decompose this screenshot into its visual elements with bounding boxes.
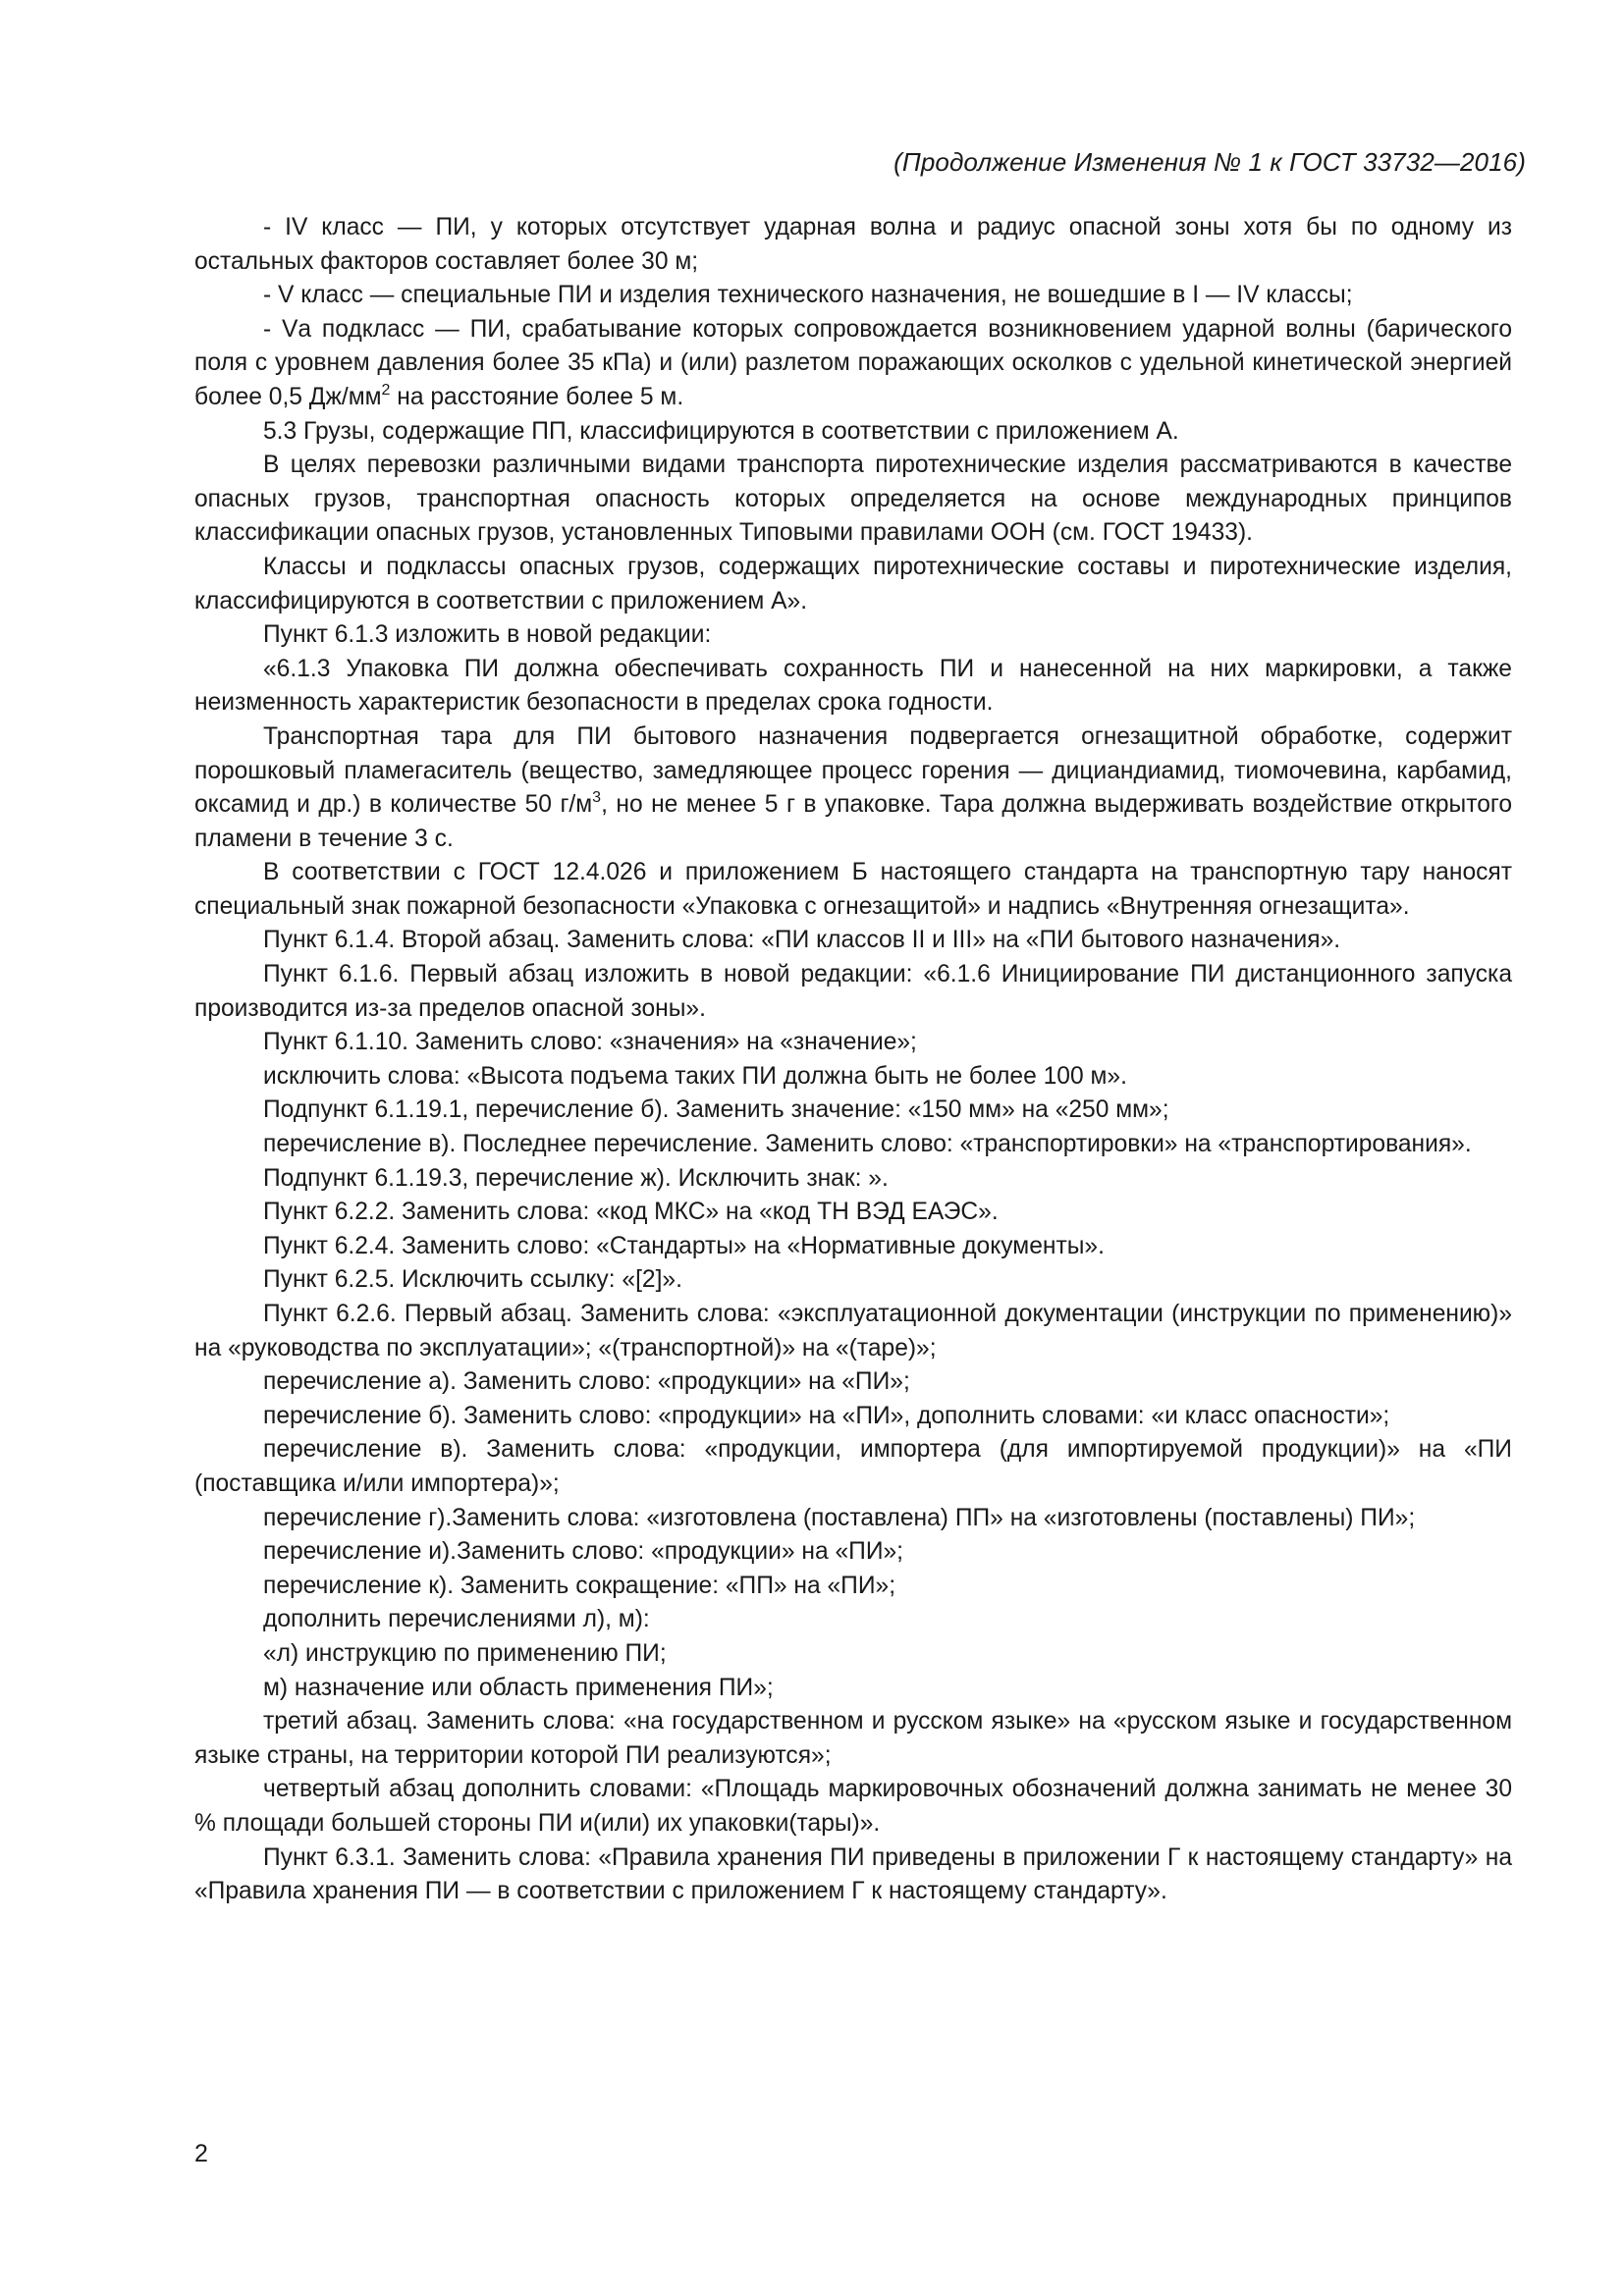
paragraph — [194, 856, 1512, 924]
paragraph-text: «6.1.3 Упаковка ПИ должна обеспечивать сохранность ПИ и нанесенной на них маркировки, а также неизменность характеристик безопасности в пределах срока годности. — [194, 655, 1512, 717]
paragraph — [194, 1502, 1512, 1536]
superscript: 2 — [381, 381, 391, 399]
paragraph — [194, 924, 1512, 958]
paragraph-text: Пункт 6.1.4. Второй абзац. Заменить слова: «ПИ классов II и III» на «ПИ бытового назначения». — [263, 927, 1341, 954]
document-body — [194, 211, 1512, 1909]
paragraph — [194, 1196, 1512, 1230]
paragraph — [194, 1400, 1512, 1434]
paragraph — [194, 1705, 1512, 1773]
paragraph-text: перечисление к). Заменить сокращение: «ПП» на «ПИ»; — [263, 1572, 896, 1599]
paragraph-text-continuation: на расстояние более 5 м. — [390, 383, 684, 410]
paragraph — [194, 1263, 1512, 1298]
paragraph-text: Пункт 6.3.1. Заменить слова: «Правила хранения ПИ приведены в приложении Г к настоящему стандарту» на «Правила хранения ПИ — в соответствии с приложением Г к настоящему стандарту». — [194, 1843, 1512, 1905]
paragraph — [194, 1570, 1512, 1604]
paragraph-text: дополнить перечислениями л), м): — [263, 1606, 650, 1633]
paragraph — [194, 1773, 1512, 1841]
paragraph — [194, 1672, 1512, 1706]
paragraph — [194, 1230, 1512, 1264]
paragraph — [194, 415, 1512, 450]
paragraph-text: четвертый абзац дополнить словами: «Площадь маркировочных обозначений должна занимать не менее 30 % площади большей стороны ПИ и(или) их упаковки(тары)». — [194, 1776, 1512, 1837]
paragraph — [194, 653, 1512, 721]
paragraph — [194, 1298, 1512, 1365]
paragraph-text: В целях перевозки различными видами транспорта пиротехнические изделия рассматриваются в качестве опасных грузов, транспортная опасность которых определяется на основе международных принципов классификации опасных грузов, установленных Типовыми правилами ООН (см. ГОСТ 19433). — [194, 452, 1512, 547]
paragraph-text-continuation: , но не менее 5 г в упаковке. Тара должна выдерживать воздействие открытого пламени в течение 3 с. — [194, 791, 1513, 852]
paragraph — [194, 1162, 1512, 1197]
paragraph — [194, 1128, 1512, 1162]
paragraph — [194, 211, 1512, 279]
paragraph-text: Классы и подклассы опасных грузов, содержащих пиротехнические составы и пиротехнические изделия, классифицируются в соответствии с приложением А». — [194, 553, 1512, 614]
paragraph — [194, 958, 1512, 1026]
paragraph — [194, 1535, 1512, 1570]
paragraph-text: третий абзац. Заменить слова: «на государственном и русском языке» на «русском языке и государственном языке страны, на территории которой ПИ реализуются»; — [194, 1708, 1512, 1769]
paragraph-text: Пункт 6.1.3 изложить в новой редакции: — [263, 621, 712, 649]
paragraph — [194, 1842, 1512, 1909]
paragraph — [194, 1094, 1512, 1128]
paragraph — [194, 721, 1512, 856]
paragraph-text: перечисление а). Заменить слово: «продукции» на «ПИ»; — [263, 1368, 910, 1396]
paragraph-text: Пункт 6.2.4. Заменить слово: «Стандарты» на «Нормативные документы». — [263, 1232, 1105, 1259]
paragraph-text: - Vа подкласс — ПИ, срабатывание которых сопровождается возникновением ударной волны (барического поля с уровнем давления более 35 кПа) и (или) разлетом поражающих осколков с удельной кинетической энергией более 0,5 Дж/мм — [194, 315, 1512, 410]
paragraph-text: исключить слова: «Высота подъема таких ПИ должна быть не более 100 м». — [263, 1062, 1127, 1090]
paragraph-text: Пункт 6.1.10. Заменить слово: «значения» на «значение»; — [263, 1029, 917, 1056]
paragraph — [194, 279, 1512, 313]
superscript: 3 — [592, 789, 602, 807]
paragraph-text: Пункт 6.1.6. Первый абзац изложить в новой редакции: «6.1.6 Инициирование ПИ дистанционного запуска производится из-за пределов опасной зоны». — [194, 961, 1512, 1022]
paragraph-text: - IV класс — ПИ, у которых отсутствует ударная волна и радиус опасной зоны хотя бы по одному из остальных факторов составляет более 30 м; — [194, 214, 1512, 275]
paragraph — [194, 313, 1512, 415]
paragraph-text: перечисление в). Заменить слова: «продукции, импортера (для импортируемой продукции)» на «ПИ (поставщика и/или импортера)»; — [194, 1436, 1512, 1497]
page-header: (Продолжение Изменения № 1 к ГОСТ 33732—2016) — [893, 147, 1526, 177]
paragraph-text: Подпункт 6.1.19.3, перечисление ж). Исключить знак: ». — [263, 1164, 889, 1192]
paragraph-text: «л) инструкцию по применению ПИ; — [263, 1639, 667, 1667]
paragraph-text: Подпункт 6.1.19.1, перечисление б). Заменить значение: «150 мм» на «250 мм»; — [263, 1096, 1169, 1124]
paragraph-text: перечисление г).Заменить слова: «изготовлена (поставлена) ПП» на «изготовлены (поставлены) ПИ»; — [263, 1504, 1416, 1531]
paragraph — [194, 1433, 1512, 1501]
paragraph-text: Пункт 6.2.6. Первый абзац. Заменить слова: «эксплуатационной документации (инструкции по применению)» на «руководства по эксплуатации»; «(транспортной)» на «(таре)»; — [194, 1301, 1512, 1362]
paragraph-text: перечисление б). Заменить слово: «продукции» на «ПИ», дополнить словами: «и класс опасности»; — [263, 1402, 1390, 1429]
paragraph-text: - V класс — специальные ПИ и изделия технического назначения, не вошедшие в I — IV классы; — [263, 282, 1353, 309]
paragraph — [194, 1637, 1512, 1672]
paragraph — [194, 1603, 1512, 1637]
paragraph-text: 5.3 Грузы, содержащие ПП, классифицируются в соответствии с приложением А. — [263, 417, 1179, 445]
paragraph-text: Пункт 6.2.5. Исключить ссылку: «[2]». — [263, 1266, 682, 1294]
paragraph-text: Транспортная тара для ПИ бытового назначения подвергается огнезащитной обработке, содержит порошковый пламегаситель (вещество, замедляющее процесс горения — дициандиамид, тиомочевина, карбамид, оксамид и др.) в количестве 50 г/м — [194, 722, 1512, 819]
paragraph-text: Пункт 6.2.2. Заменить слова: «код МКС» на «код ТН ВЭД ЕАЭС». — [263, 1199, 999, 1226]
paragraph — [194, 1060, 1512, 1095]
paragraph-text: м) назначение или область применения ПИ»; — [263, 1674, 774, 1701]
page-number: 2 — [194, 2140, 208, 2167]
paragraph — [194, 449, 1512, 551]
paragraph-text: В соответствии с ГОСТ 12.4.026 и приложением Б настоящего стандарта на транспортную тару наносят специальный знак пожарной безопасности «Упаковка с огнезащитой» и надпись «Внутренняя огнезащита». — [194, 859, 1512, 920]
paragraph-text: перечисление и).Заменить слово: «продукции» на «ПИ»; — [263, 1538, 904, 1566]
paragraph — [194, 618, 1512, 653]
paragraph-text: перечисление в). Последнее перечисление. Заменить слово: «транспортировки» на «транспортирования». — [263, 1131, 1472, 1158]
paragraph — [194, 1026, 1512, 1060]
paragraph — [194, 551, 1512, 618]
paragraph — [194, 1365, 1512, 1400]
